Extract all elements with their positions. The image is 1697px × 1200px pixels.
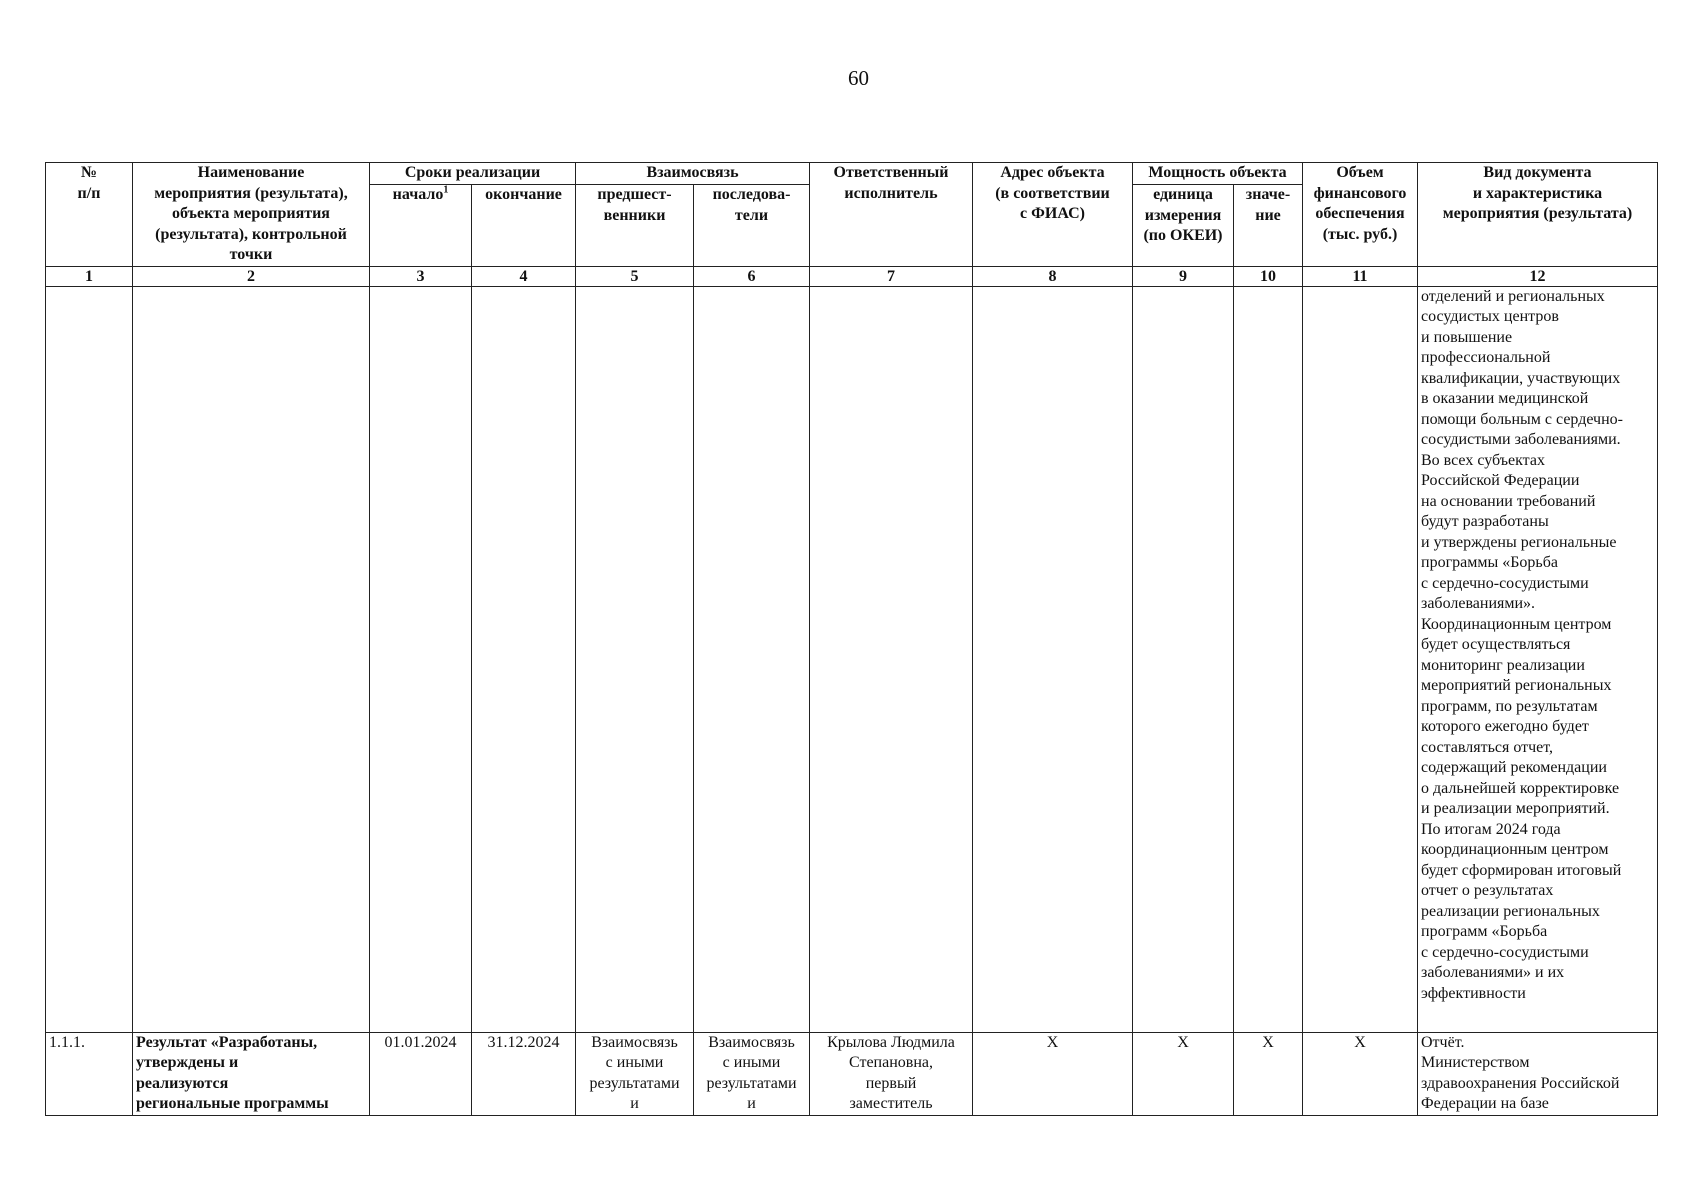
column-number: 12	[1418, 266, 1658, 286]
activity-plan-table	[45, 162, 1658, 1116]
item-name: Результат «Разработаны, утверждены и реализуются региональные программы	[133, 1032, 370, 1115]
header-responsible: Ответственный исполнитель	[810, 163, 973, 267]
column-number: 5	[576, 266, 694, 286]
column-number: 4	[472, 266, 576, 286]
header-row-main	[46, 163, 1658, 185]
header-start	[370, 185, 472, 266]
empty-cell	[46, 286, 133, 1032]
column-number: 10	[1234, 266, 1303, 286]
empty-cell	[694, 286, 810, 1032]
column-number: 9	[1133, 266, 1234, 286]
item-responsible: Крылова Людмила Степановна, первый заместитель	[810, 1032, 973, 1115]
header-finance: Объем финансового обеспечения (тыс. руб.)	[1303, 163, 1418, 267]
empty-cell	[1303, 286, 1418, 1032]
item-start-date: 01.01.2024	[370, 1032, 472, 1115]
item-doc-type: Отчёт. Министерством здравоохранения Российской Федерации на базе	[1418, 1032, 1658, 1115]
header-name: Наименование мероприятия (результата), объекта мероприятия (результата), контрольной точки	[133, 163, 370, 267]
column-number: 2	[133, 266, 370, 286]
page-number: 60	[848, 66, 869, 90]
header-end: окончание	[472, 185, 576, 266]
column-number: 11	[1303, 266, 1418, 286]
header-unit: единица измерения (по ОКЕИ)	[1133, 185, 1234, 266]
doc-type-description: отделений и региональных сосудистых центров и повышение профессиональной квалификации, участвующих в оказании медицинской помощи больным с сердечно- сосудистыми заболеваниями. Во всех субъектах Российской Федерации на основании требований будут разработаны и утверждены региональные программы «Борьба с сердечно-сосудистыми заболеваниями». Координационным центром будет осуществляться мониторинг реализации мероприятий региональных программ, по результатам которого ежегодно будет составляться отчет, содержащий рекомендации о дальнейшей корректировке и реализации мероприятий. По итогам 2024 года координационным центром будет сформирован итоговый отчет о результатах реализации региональных программ «Борьба с сердечно-сосудистыми заболеваниями» и их эффективности	[1418, 286, 1658, 1032]
column-number-row	[46, 266, 1658, 286]
column-number: 7	[810, 266, 973, 286]
header-predecessors: предшест- венники	[576, 185, 694, 266]
footnote-marker: 1	[443, 184, 449, 196]
table-row	[46, 1032, 1658, 1115]
item-successors: Взаимосвязь с иными результатами и	[694, 1032, 810, 1115]
empty-cell	[133, 286, 370, 1032]
item-address: Х	[973, 1032, 1133, 1115]
empty-cell	[576, 286, 694, 1032]
header-address: Адрес объекта (в соответствии с ФИАС)	[973, 163, 1133, 267]
header-links-group: Взаимосвязь	[576, 163, 810, 185]
header-capacity-group: Мощность объекта	[1133, 163, 1303, 185]
column-number: 3	[370, 266, 472, 286]
empty-cell	[973, 286, 1133, 1032]
item-unit: Х	[1133, 1032, 1234, 1115]
empty-cell	[370, 286, 472, 1032]
header-start-label: начало	[392, 186, 444, 204]
column-number: 8	[973, 266, 1133, 286]
empty-cell	[1133, 286, 1234, 1032]
empty-cell	[1234, 286, 1303, 1032]
header-num: № п/п	[46, 163, 133, 267]
item-finance: Х	[1303, 1032, 1418, 1115]
item-value: Х	[1234, 1032, 1303, 1115]
header-doc-type: Вид документа и характеристика мероприятия (результата)	[1418, 163, 1658, 267]
table-row	[46, 286, 1658, 1032]
header-value: значе- ние	[1234, 185, 1303, 266]
header-successors: последова- тели	[694, 185, 810, 266]
item-predecessors: Взаимосвязь с иными результатами и	[576, 1032, 694, 1115]
empty-cell	[472, 286, 576, 1032]
item-end-date: 31.12.2024	[472, 1032, 576, 1115]
item-number: 1.1.1.	[46, 1032, 133, 1115]
header-dates-group: Сроки реализации	[370, 163, 576, 185]
column-number: 6	[694, 266, 810, 286]
empty-cell	[810, 286, 973, 1032]
column-number: 1	[46, 266, 133, 286]
